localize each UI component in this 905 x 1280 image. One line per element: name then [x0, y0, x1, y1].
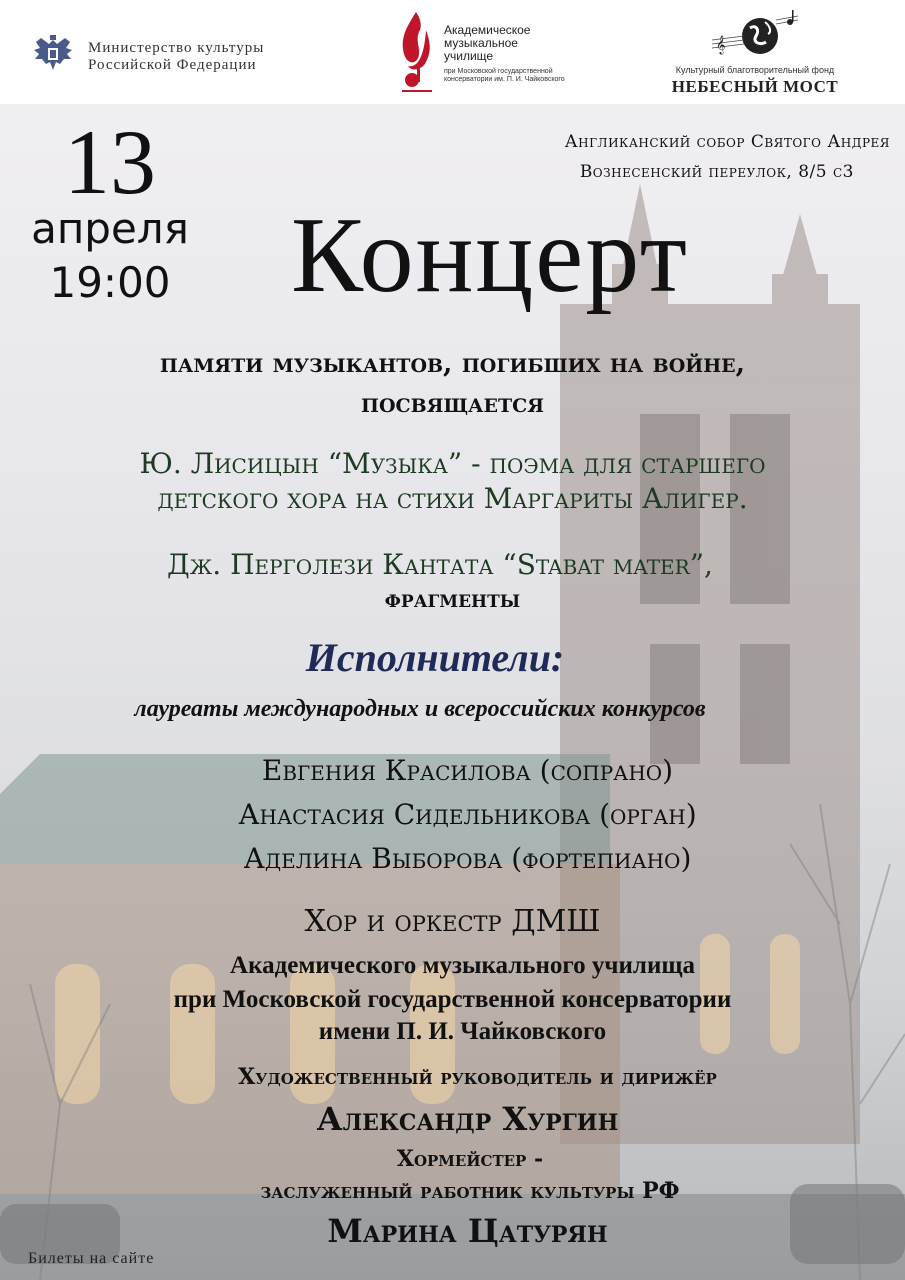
choir-org-2: при Московской государственной консерватории [173, 986, 732, 1013]
piece-2-line-2: фрагменты [384, 584, 521, 613]
choir-name: Хор и оркестр ДМШ [304, 904, 601, 939]
concert-title: Концерт [291, 196, 689, 315]
event-time: 19:00 [49, 258, 171, 307]
choirmaster-role-2: заслуженный работник культуры РФ [260, 1178, 680, 1204]
poster-body [0, 104, 905, 1280]
conductor-role: Художественный руководитель и дирижёр [238, 1064, 717, 1090]
laureates-line: лауреаты международных и всероссийских конкурсов [134, 696, 706, 722]
fund-type: Культурный благотворительный фонд [675, 65, 835, 75]
ministry-logo [30, 32, 320, 78]
choir-org-3: имени П. И. Чайковского [318, 1018, 607, 1045]
piece-1-line-2: детского хора на стихи Маргариты Алигер. [157, 482, 748, 515]
performers-heading: Исполнители: [305, 635, 565, 680]
venue-name: Англиканский собор Святого Андрея [564, 132, 890, 152]
venue-address: Вознесенский переулок, 8/5 с3 [579, 162, 854, 182]
conductor-name: Александр Хургин [316, 1100, 619, 1138]
piece-1-line-1: Ю. Лисицын “Музыка” - поэма для старшего [139, 447, 766, 480]
fund-name: НЕБЕСНЫЙ МОСТ [671, 77, 839, 96]
dedication-line-1: памяти музыкантов, погибших на войне, [159, 348, 746, 379]
soloist-3: Аделина Выборова (фортепиано) [243, 842, 692, 875]
soloist-1: Евгения Красилова (сопрано) [261, 754, 674, 787]
school-name: Академическое музыкальное училище [444, 23, 531, 63]
school-affiliation: при Московской государственной консерватории им. П. И. Чайковского [444, 68, 565, 83]
tickets-note: Билеты на сайте [28, 1250, 155, 1267]
ministry-name: Министерство культуры Российской Федерации [88, 40, 265, 73]
svg-text:𝄞: 𝄞 [716, 35, 726, 54]
fund-logo [670, 10, 860, 94]
choirmaster-role-1: Хормейстер - [396, 1146, 544, 1172]
event-month: апреля [31, 204, 189, 253]
globe-music-notes-icon [710, 10, 800, 60]
event-day: 13 [64, 111, 156, 213]
choir-org-1: Академического музыкального училища [230, 952, 695, 979]
header-bar [0, 0, 905, 104]
choirmaster-name: Марина Цатурян [327, 1212, 608, 1250]
double-headed-eagle-icon [30, 32, 76, 78]
flame-note-icon [396, 10, 438, 94]
soloist-2: Анастасия Сидельникова (орган) [238, 798, 697, 831]
school-logo [396, 10, 576, 94]
piece-2-line-1: Дж. Перголези Кантата “Stabat mater”, [167, 548, 713, 581]
dedication-line-2: посвящается [361, 388, 544, 419]
